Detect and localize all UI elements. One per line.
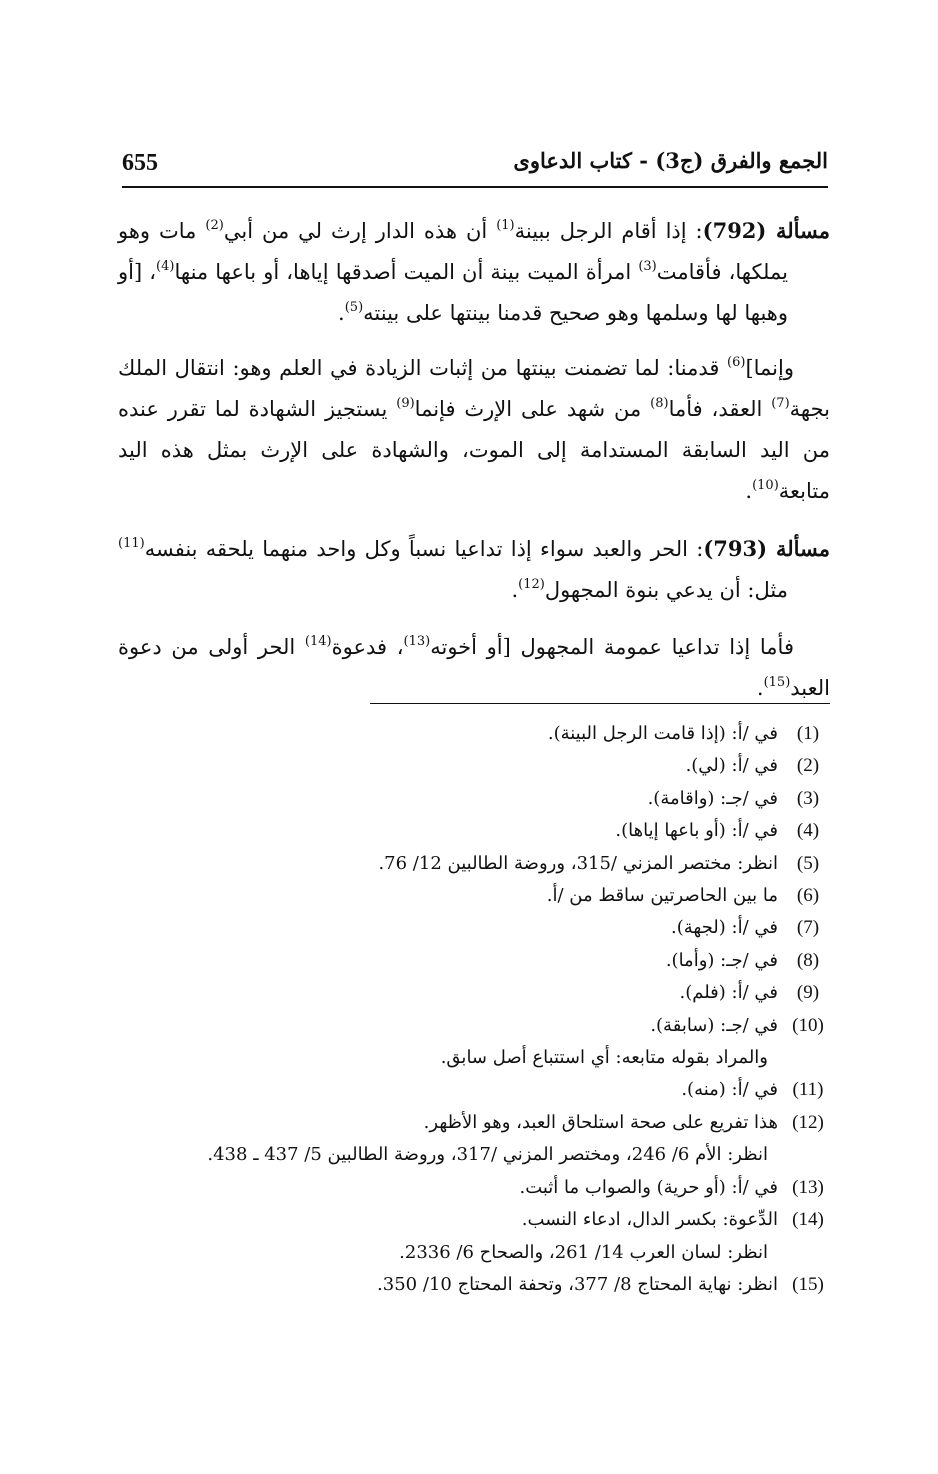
footnote-number: (10)	[792, 1014, 824, 1036]
footnote-number: (7)	[796, 917, 820, 939]
text-segment: مثل: أن يدعي بنوة المجهول	[544, 578, 788, 602]
footnote-ref: (11)	[118, 536, 145, 551]
footnote-text: انظر: مختصر المزني /315، وروضة الطالبين 12/ 76.	[378, 852, 778, 874]
footnote-ref: (6)	[727, 355, 746, 370]
footnote-item	[120, 912, 830, 944]
footnote-item	[120, 750, 830, 782]
footnote-item	[120, 880, 830, 912]
footnote-number: (11)	[792, 1079, 824, 1101]
footnote-text: الدِّعوة: بكسر الدال، ادعاء النسب.	[521, 1209, 778, 1231]
footnote-item	[120, 783, 830, 815]
footnote-ref: (1)	[496, 218, 515, 233]
footnote-text: في /جـ: (واقامة).	[647, 787, 778, 809]
footnote-number: (6)	[796, 885, 820, 907]
explanation-paragraph	[118, 348, 830, 512]
footnote-continuation: انظر: لسان العرب 14/ 261، والصحاح 6/ 2336.	[399, 1241, 768, 1263]
text-segment: ، فدعوة	[331, 635, 404, 659]
footnote-ref: (12)	[518, 577, 545, 592]
footnote-text: في /أ: (فلم).	[679, 982, 778, 1004]
footnote-item	[120, 1010, 830, 1042]
footnote-text: في /أ: (أو حرية) والصواب ما أثبت.	[519, 1176, 778, 1198]
footnotes	[120, 718, 830, 1301]
footnote-item	[120, 1204, 830, 1236]
footnote-ref: (8)	[650, 396, 669, 411]
footnote-ref: (14)	[304, 634, 332, 649]
footnote-ref: (7)	[771, 396, 790, 411]
footnote-number: (2)	[796, 755, 820, 777]
footnote-item	[120, 815, 830, 847]
footnote-continuation: والمراد بقوله متابعه: أي استتباع أصل سابق.	[440, 1047, 768, 1069]
text-segment: العقد، فأما	[668, 397, 772, 421]
footnote-ref: (13)	[403, 634, 431, 649]
footnote-text: ما بين الحاصرتين ساقط من /أ.	[546, 885, 778, 907]
footnote-ref: (9)	[396, 396, 415, 411]
page-header	[122, 148, 828, 188]
text-segment: .	[338, 301, 345, 325]
footnote-ref: (15)	[763, 675, 791, 690]
footnote-number: (4)	[796, 820, 820, 842]
footnote-number: (5)	[796, 852, 820, 874]
footnote-number: (9)	[796, 982, 820, 1004]
footnote-text: انظر: نهاية المحتاج 8/ 377، وتحفة المحتاج 10/ 350.	[377, 1273, 778, 1295]
text-segment: يستجيز الشهادة لما تقرر عنده من اليد السابقة المستدامة إلى الموت، والشهادة على الإرث بمثل هذه اليد متابعة	[118, 397, 830, 503]
footnote-number: (12)	[792, 1111, 824, 1133]
footnote-number: (15)	[792, 1273, 824, 1295]
masala-label: مسألة (793)	[703, 536, 830, 561]
footnote-text: في /جـ: (وأما).	[665, 949, 778, 971]
text-segment: وإنما]	[745, 356, 794, 380]
footnote-text: في /جـ: (سابقة).	[650, 1014, 778, 1036]
text-segment: .	[745, 479, 753, 503]
footnote-number: (8)	[796, 949, 820, 971]
footnote-continuation: انظر: الأم 6/ 246، ومختصر المزني /317، وروضة الطالبين 5/ 437 ـ 438.	[207, 1144, 768, 1166]
footnote-ref: (5)	[344, 300, 364, 315]
masala-793-paragraph	[118, 528, 830, 611]
footnote-text: هذا تفريع على صحة استلحاق العبد، وهو الأظهر.	[423, 1111, 778, 1133]
footnote-item	[120, 1074, 830, 1106]
text-segment: ، [أو وهبها لها وسلمها وهو صحيح قدمنا بينتها على بينته	[118, 260, 788, 325]
text-segment: أن هذه الدار إرث لي من أبي	[223, 219, 497, 243]
footnote-ref: (4)	[156, 259, 175, 274]
main-text	[118, 210, 830, 723]
page-number: 655	[122, 150, 158, 176]
footnote-separator	[370, 703, 830, 704]
footnote-text: في /أ: (أو باعها إياها).	[615, 820, 778, 842]
text-segment: فأما إذا تداعيا عمومة المجهول [أو أخوته	[430, 635, 794, 659]
masala-792-paragraph	[118, 210, 830, 334]
text-segment: مات وهو يملكها، فأقامت	[118, 219, 788, 284]
footnote-item	[120, 718, 830, 750]
footnote-text: في /أ: (لجهة).	[671, 917, 778, 939]
header-rule	[122, 186, 828, 188]
footnote-number: (13)	[792, 1176, 824, 1198]
footnote-item	[120, 848, 830, 880]
text-segment: قدمنا: لما تضمنت بينتها من إثبات الزيادة في العلم وهو: انتقال الملك بجهة	[118, 356, 830, 421]
footnote-ref: (2)	[205, 218, 224, 233]
claim-paragraph	[118, 627, 830, 709]
footnote-item	[120, 1107, 830, 1139]
footnote-ref: (3)	[638, 259, 657, 274]
footnote-number: (14)	[792, 1209, 824, 1231]
footnote-text: في /أ: (منه).	[681, 1079, 778, 1101]
footnote-item	[120, 977, 830, 1009]
footnote-item	[120, 1269, 830, 1301]
footnote-item	[120, 1172, 830, 1204]
footnote-text: في /أ: (إذا قامت الرجل البينة).	[547, 723, 778, 744]
text-segment: : الحر والعبد سواء إذا تداعيا نسباً وكل واحد منهما يلحقه بنفسه	[144, 537, 704, 561]
text-segment: امرأة الميت بينة أن الميت أصدقها إياها، أو باعها منها	[174, 260, 639, 284]
footnote-number: (1)	[796, 723, 820, 744]
footnote-text: في /أ: (لي).	[685, 755, 778, 777]
masala-label: مسألة (792)	[702, 218, 830, 243]
footnote-number: (3)	[796, 787, 820, 809]
text-segment: .	[511, 578, 519, 602]
footnote-ref: (10)	[752, 478, 779, 493]
footnote-item	[120, 945, 830, 977]
text-segment: .	[756, 676, 764, 700]
text-segment: الحر أولى من دعوة العبد	[118, 635, 830, 700]
text-segment: من شهد على الإرث فإنما	[414, 397, 651, 421]
running-title: الجمع والفرق (ج3) - كتاب الدعاوى	[513, 148, 828, 173]
text-segment: : إذا أقام الرجل ببينة	[514, 219, 703, 243]
